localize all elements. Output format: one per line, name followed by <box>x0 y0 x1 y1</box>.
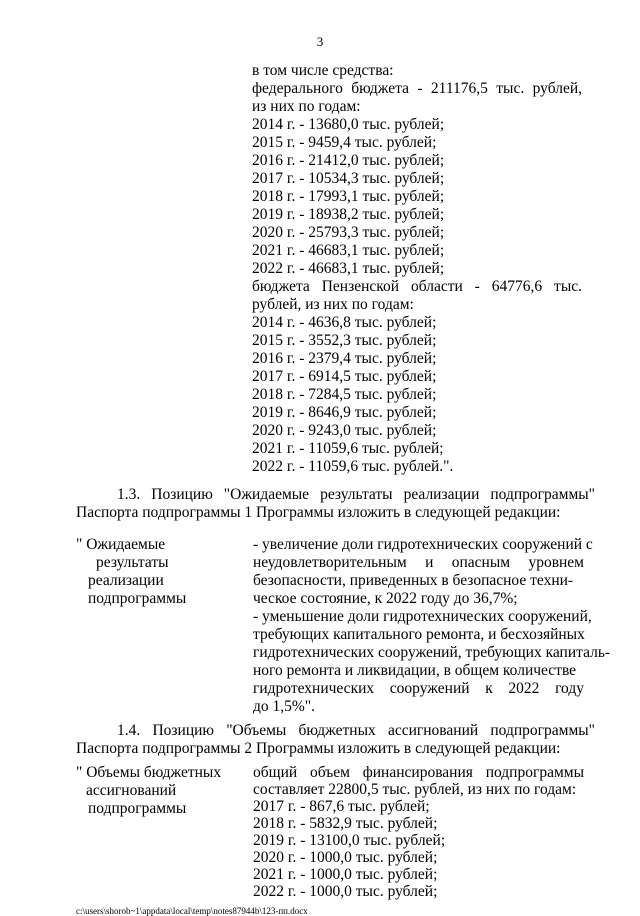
federal-budget-by-years: из них по годам: <box>252 98 361 115</box>
section-1-4-right-line-2: составляет 22800,5 тыс. рублей, из них по годам: <box>253 781 577 798</box>
section-1-3-left-label-1: " Ожидаемые <box>76 536 166 553</box>
federal-year-2017: 2017 г. - 10534,3 тыс. рублей; <box>252 170 445 187</box>
regional-year-2015: 2015 г. - 3552,3 тыс. рублей; <box>252 332 437 349</box>
regional-budget-by-years: рублей, из них по годам: <box>252 296 414 313</box>
section-1-3-right-line-4: ческое состояние, к 2022 году до 36,7%; <box>253 590 518 607</box>
section-1-3-right-line-2: неудовлетворительным и опасным уровнем <box>253 554 584 571</box>
federal-year-2016: 2016 г. - 21412,0 тыс. рублей; <box>252 152 445 169</box>
section-1-4-right-line-6: 2020 г. - 1000,0 тыс. рублей; <box>253 849 438 866</box>
section-1-3-left-label-3: реализации <box>88 572 164 589</box>
regional-year-2014: 2014 г. - 4636,8 тыс. рублей; <box>252 314 437 331</box>
section-1-3-left-label-2: результаты <box>96 554 169 571</box>
section-1-4-subheading: Паспорта подпрограммы 2 Программы изложить в следующей редакции: <box>76 740 561 757</box>
funding-intro: в том числе средства: <box>252 62 394 79</box>
section-1-3-left-label-4: подпрограммы <box>88 590 187 607</box>
section-1-3-right-line-5: - уменьшение доли гидротехнических сооружений, <box>253 608 592 625</box>
federal-year-2018: 2018 г. - 17993,1 тыс. рублей; <box>252 188 445 205</box>
page-number: 3 <box>316 34 324 49</box>
federal-year-2020: 2020 г. - 25793,3 тыс. рублей; <box>252 224 445 241</box>
section-1-4-left-label-3: подпрограммы <box>88 800 187 817</box>
section-1-3-right-line-8: ного ремонта и ликвидации, в общем количестве <box>253 662 577 679</box>
section-1-4-left-label-2: ассигнований <box>86 782 177 799</box>
section-1-3-right-line-7: гидротехнических сооружений, требующих капиталь- <box>253 644 611 661</box>
section-1-3-heading: 1.3. Позицию "Ожидаемые результаты реализации подпрограммы" <box>117 486 595 503</box>
regional-year-2022: 2022 г. - 11059,6 тыс. рублей.". <box>252 458 454 475</box>
federal-year-2015: 2015 г. - 9459,4 тыс. рублей; <box>252 134 437 151</box>
federal-year-2021: 2021 г. - 46683,1 тыс. рублей; <box>252 242 445 259</box>
file-path-footer: c:\users\shorob~1\appdata\local\temp\notes87944b\123-пп.docx <box>76 906 308 916</box>
section-1-4-left-label-1: " Объемы бюджетных <box>76 764 222 781</box>
federal-year-2014: 2014 г. - 13680,0 тыс. рублей; <box>252 116 445 133</box>
regional-budget-line: бюджета Пензенской области - 64776,6 тыс. <box>252 278 582 295</box>
regional-year-2016: 2016 г. - 2379,4 тыс. рублей; <box>252 350 437 367</box>
regional-year-2021: 2021 г. - 11059,6 тыс. рублей; <box>252 440 444 457</box>
section-1-4-right-line-4: 2018 г. - 5832,9 тыс. рублей; <box>253 815 438 832</box>
federal-year-2022: 2022 г. - 46683,1 тыс. рублей; <box>252 260 445 277</box>
regional-year-2018: 2018 г. - 7284,5 тыс. рублей; <box>252 386 437 403</box>
federal-budget-line: федерального бюджета - 211176,5 тыс. рублей, <box>252 80 582 97</box>
section-1-3-right-line-1: - увеличение доли гидротехнических сооружений с <box>253 536 593 553</box>
section-1-4-heading: 1.4. Позицию "Объемы бюджетных ассигнований подпрограммы" <box>117 722 595 739</box>
section-1-4-right-line-8: 2022 г. - 1000,0 тыс. рублей; <box>253 883 438 900</box>
section-1-3-right-line-6: требующих капитального ремонта, и бесхозяйных <box>253 626 585 643</box>
section-1-4-right-line-1: общий объем финансирования подпрограммы <box>253 764 584 781</box>
regional-year-2017: 2017 г. - 6914,5 тыс. рублей; <box>252 368 437 385</box>
section-1-3-subheading: Паспорта подпрограммы 1 Программы изложить в следующей редакции: <box>76 504 561 521</box>
federal-year-2019: 2019 г. - 18938,2 тыс. рублей; <box>252 206 445 223</box>
regional-year-2020: 2020 г. - 9243,0 тыс. рублей; <box>252 422 437 439</box>
section-1-4-right-line-7: 2021 г. - 1000,0 тыс. рублей; <box>253 866 438 883</box>
section-1-3-right-line-9: гидротехнических сооружений к 2022 году <box>253 680 584 697</box>
section-1-4-right-line-3: 2017 г. - 867,6 тыс. рублей; <box>253 798 430 815</box>
section-1-3-right-line-10: до 1,5%". <box>253 698 315 715</box>
section-1-3-right-line-3: безопасности, приведенных в безопасное техни- <box>253 572 574 589</box>
section-1-4-right-line-5: 2019 г. - 13100,0 тыс. рублей; <box>253 832 446 849</box>
regional-year-2019: 2019 г. - 8646,9 тыс. рублей; <box>252 404 437 421</box>
